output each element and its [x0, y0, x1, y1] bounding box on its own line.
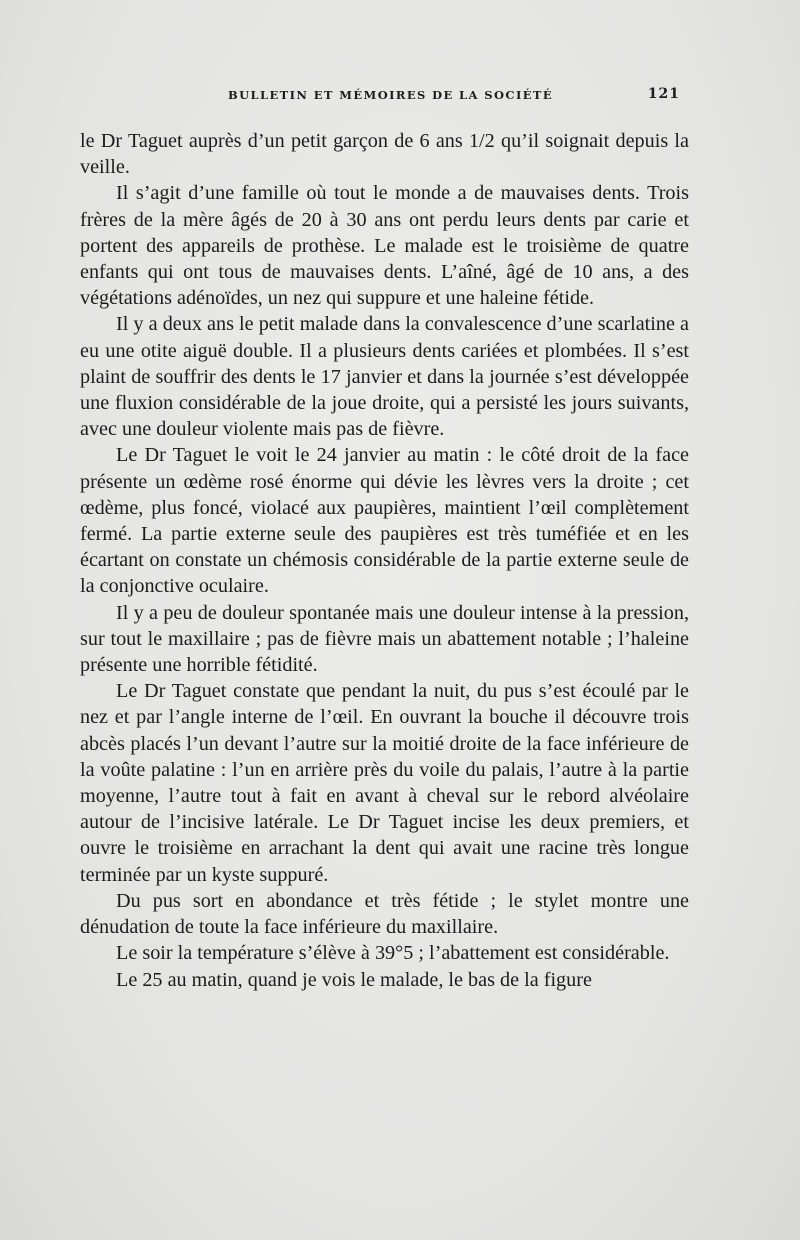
paragraph: Il s’agit d’une famille où tout le monde a de mauvaises dents. Trois frères de la mère âgés de 20 à 30 ans ont perdu leurs dents par carie et portent des appareils de prothèse. Le malade est le troisième de quatre enfants qui ont tous de mauvaises dents. L’aîné, âgé de 10 ans, a des végétations adénoïdes, un nez qui suppure et une haleine fétide. [80, 182, 689, 310]
body-text [80, 128, 689, 993]
running-title: BULLETIN ET MÉMOIRES DE LA SOCIÉTÉ [228, 88, 554, 102]
paragraph: Le 25 au matin, quand je vois le malade, le bas de la figure [116, 968, 592, 991]
paragraph: Il y a deux ans le petit malade dans la convalescence d’une scarlatine a eu une otite aiguë double. Il a plusieurs dents cariées et plombées. Il s’est plaint de souffrir des dents le 17 janvier et dans la journée s’est développée une fluxion considérable de la joue droite, qui a persisté les jours suivants, avec une douleur violente mais pas de fièvre. [80, 313, 689, 441]
paragraph: Le soir la température s’élève à 39°5 ; l’abattement est considérable. [116, 942, 670, 965]
paragraph: Du pus sort en abondance et très fétide ; le stylet montre une dénudation de toute la face inférieure du maxillaire. [80, 889, 689, 939]
paragraph: Le Dr Taguet le voit le 24 janvier au matin : le côté droit de la face présente un œdème rosé énorme qui dévie les lèvres vers la droite ; cet œdème, plus foncé, violacé aux paupières, maintient l’œil complètement fermé. La partie externe seule des paupières est très tuméfiée et en les écartant on constate un chémosis considérable de la partie externe seule de la conjonctive oculaire. [80, 444, 689, 598]
paragraph: Le Dr Taguet constate que pendant la nuit, du pus s’est écoulé par le nez et par l’angle interne de l’œil. En ouvrant la bouche il découvre trois abcès placés l’un devant l’autre sur la moitié droite de la face inférieure de la voûte palatine : l’un en arrière près du voile du palais, l’autre à la partie moyenne, l’autre tout à fait en avant à cheval sur le rebord alvéolaire autour de l’incisive latérale. Le Dr Taguet incise les deux premiers, et ouvre le troisième en arrachant la dent qui avait une racine très longue terminée par un kyste suppuré. [80, 680, 689, 886]
paragraph-continued: le Dr Taguet auprès d’un petit garçon de 6 ans 1/2 qu’il soignait depuis la veille. [80, 130, 689, 179]
page-number: 121 [647, 86, 680, 102]
paragraph: Il y a peu de douleur spontanée mais une douleur intense à la pression, sur tout le maxillaire ; pas de fièvre mais un abattement notable ; l’haleine présente une horrible fétidité. [80, 601, 689, 677]
running-head [80, 88, 680, 114]
